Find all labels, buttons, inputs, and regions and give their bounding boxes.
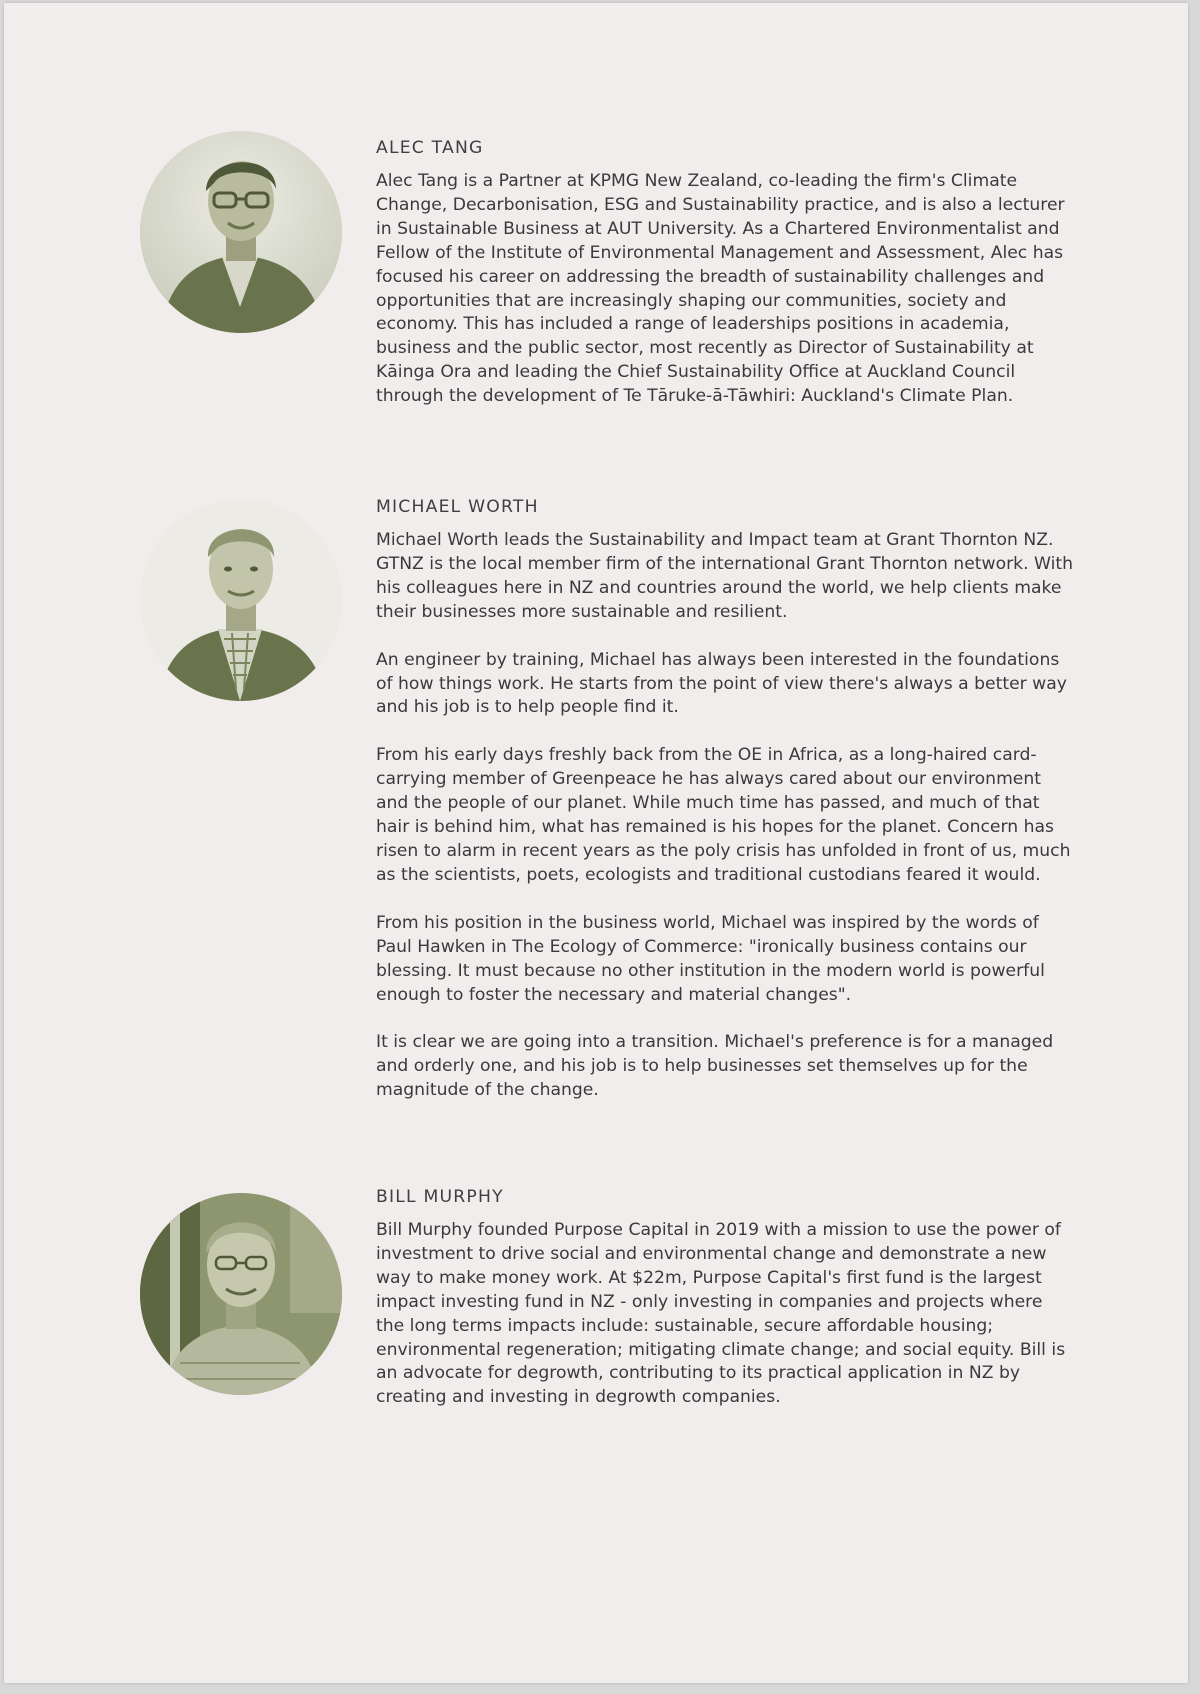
- portrait-photo-icon: [140, 499, 342, 701]
- person-name: MICHAEL WORTH: [376, 497, 539, 517]
- document-page: [4, 3, 1188, 1683]
- bio-text: [376, 136, 1076, 409]
- portrait-photo-icon: [140, 1193, 342, 1395]
- bio-paragraph: Alec Tang is a Partner at KPMG New Zealand, co-leading the firm's Climate Change, Decarbonisation, ESG and Sustainability practice, and is also a lecturer in Sustainable Business at AUT University. As a Chartered Environmentalist and Fellow of the Institute of Environmental Management and Assessment, Alec has focused his career on addressing the breadth of sustainability challenges and opportunities that are increasingly shaping our communities, society and economy. This has included a range of leaderships positions in academia, business and the public sector, most recently as Director of Sustainability at Kāinga Ora and leading the Chief Sustainability Office at Auckland Council through the development of Te Tāruke-ā-Tāwhiri: Auckland's Climate Plan.: [376, 171, 1065, 407]
- bio-text: [376, 1185, 1076, 1410]
- person-name: ALEC TANG: [376, 138, 484, 158]
- bio-paragraph: Bill Murphy founded Purpose Capital in 2019 with a mission to use the power of investment to drive social and environmental change and demonstrate a new way to make money work. At $22m, Purpose Capital's first fund is the largest impact investing fund in NZ - only investing in companies and projects where the long terms impacts include: sustainable, secure affordable housing; environmental regeneration; mitigating climate change; and social equity. Bill is an advocate for degrowth, contributing to its practical application in NZ by creating and investing in degrowth companies.: [376, 1220, 1066, 1408]
- bio-paragraph: From his position in the business world, Michael was inspired by the words of Paul Hawken in The Ecology of Commerce: "ironically business contains our blessing. It must because no other institution in the modern world is powerful enough to foster the necessary and material changes".: [376, 912, 1045, 1005]
- bio-paragraph: An engineer by training, Michael has always been interested in the foundations of how things work. He starts from the point of view there's always a better way and his job is to help people find it.: [376, 649, 1067, 718]
- bio-text: [376, 495, 1076, 1103]
- bio-paragraph: It is clear we are going into a transition. Michael's preference is for a managed and orderly one, and his job is to help businesses set themselves up for the magnitude of the change.: [376, 1032, 1054, 1101]
- person-name: BILL MURPHY: [376, 1187, 504, 1207]
- bio-paragraph: Michael Worth leads the Sustainability and Impact team at Grant Thornton NZ. GTNZ is the local member firm of the international Grant Thornton network. With his colleagues here in NZ and countries around the world, we help clients make their businesses more sustainable and resilient.: [376, 530, 1074, 622]
- bio-paragraph: From his early days freshly back from the OE in Africa, as a long-haired card-carrying member of Greenpeace he has always cared about our environment and the people of our planet. While much time has passed, and much of that hair is behind him, what has remained is his hopes for the planet. Concern has risen to alarm in recent years as the poly crisis has unfolded in front of us, much as the scientists, poets, ecologists and traditional custodians feared it would.: [376, 745, 1071, 885]
- portrait-photo-icon: [140, 131, 342, 333]
